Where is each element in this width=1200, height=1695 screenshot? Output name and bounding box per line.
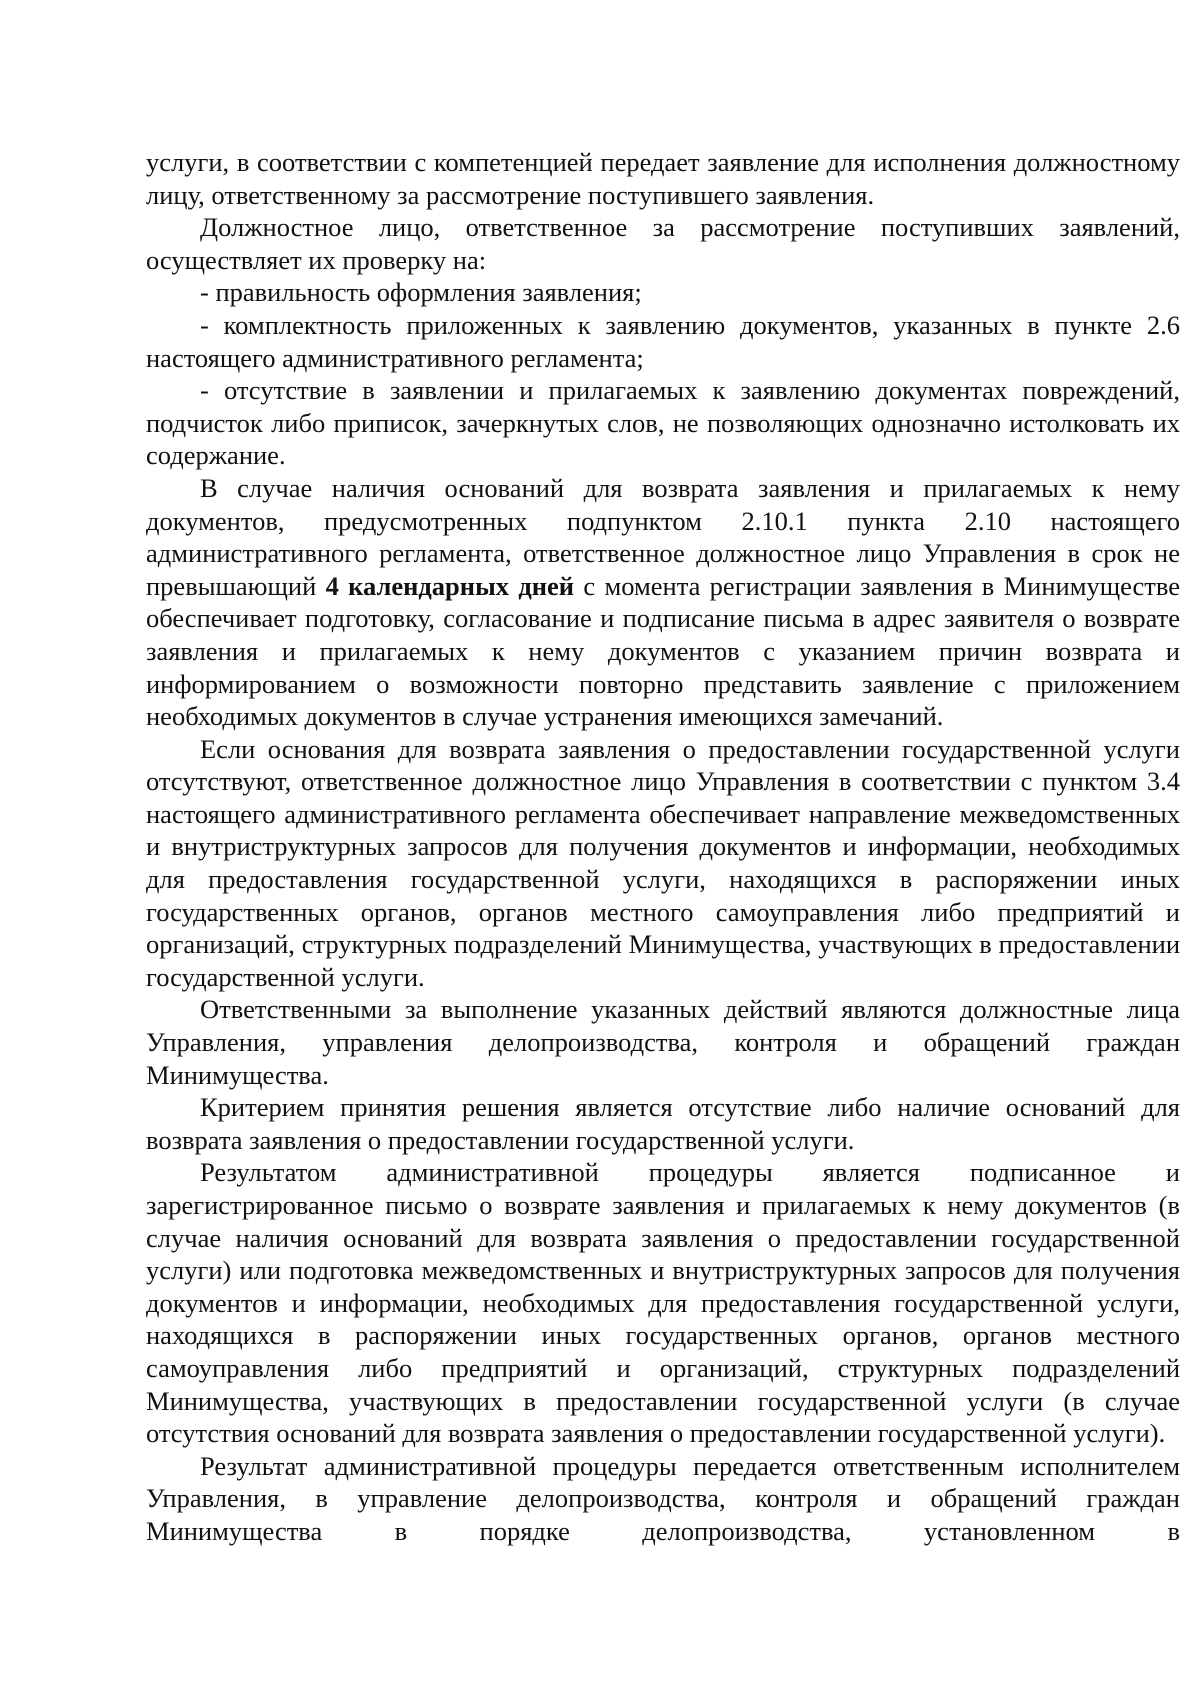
paragraph-result-transfer: Результат административной процедуры передается ответственным исполнителем Управления, в управление делопроизводства, контроля и обращений граждан Минимущества в порядке делопроизводства, установленном в: [146, 1450, 1180, 1546]
paragraph-no-return-grounds: Если основания для возврата заявления о предоставлении государственной услуги отсутствуют, ответственное должностное лицо Управления в соответствии с пунктом 3.4 настоящего административного регламента обеспечивает направление межведомственных и внутриструктурных запросов для получения документов и информации, необходимых для предоставления государственной услуги, находящихся в распоряжении иных государственных органов, органов местного самоуправления либо предприятий и организаций, структурных подразделений Минимущества, участвующих в предоставлении государственной услуги.: [146, 733, 1180, 992]
paragraph-return-grounds-text-before: В случае наличия оснований для возврата заявления и прилагаемых к нему документов, предусмотренных подпунктом 2.10.1 пункта 2.10 настоящего административного регламента, ответственное должностное лицо Управления в срок не превышающий: [146, 472, 1180, 601]
paragraph-procedure-result: Результатом административной процедуры является подписанное и зарегистрированное письмо о возврате заявления и прилагаемых к нему документов (в случае наличия оснований для возврата заявления о предоставлении государственной услуги) или подготовка межведомственных и внутриструктурных запросов для получения документов и информации, необходимых для предоставления государственной услуги, находящихся в распоряжении иных государственных органов, органов местного самоуправления либо предприятий и организаций, структурных подразделений Минимущества, участвующих в предоставлении государственной услуги (в случае отсутствия оснований для возврата заявления о предоставлении государственной услуги).: [146, 1157, 1180, 1449]
paragraph-return-grounds-text-after: с момента регистрации заявления в Минимуществе обеспечивает подготовку, согласование и подписание письма в адрес заявителя о возврате заявления и прилагаемых к нему документов с указанием причин возврата и информированием о возможности повторно представить заявление с приложением необходимых документов в случае устранения имеющихся замечаний.: [146, 570, 1180, 732]
deadline-emphasis: 4 календарных дней: [325, 570, 575, 601]
list-item-check-damage: - отсутствие в заявлении и прилагаемых к заявлению документах повреждений, подчисток либо приписок, зачеркнутых слов, не позволяющих однозначно истолковать их содержание.: [146, 375, 1180, 471]
paragraph-return-grounds: [146, 472, 1180, 733]
document-body: [146, 146, 1180, 1548]
paragraph-responsible-persons: Ответственными за выполнение указанных действий являются должностные лица Управления, управления делопроизводства, контроля и обращений граждан Минимущества.: [146, 994, 1180, 1090]
list-item-check-completeness: - комплектность приложенных к заявлению документов, указанных в пункте 2.6 настоящего административного регламента;: [146, 309, 1180, 373]
paragraph-check-intro: Должностное лицо, ответственное за рассмотрение поступивших заявлений, осуществляет их проверку на:: [146, 212, 1180, 275]
paragraph-continuation: услуги, в соответствии с компетенцией передает заявление для исполнения должностному лицу, ответственному за рассмотрение поступившего заявления.: [146, 147, 1180, 210]
list-item-check-form: - правильность оформления заявления;: [200, 277, 642, 308]
paragraph-decision-criterion: Критерием принятия решения является отсутствие либо наличие оснований для возврата заявления о предоставлении государственной услуги.: [146, 1092, 1180, 1155]
